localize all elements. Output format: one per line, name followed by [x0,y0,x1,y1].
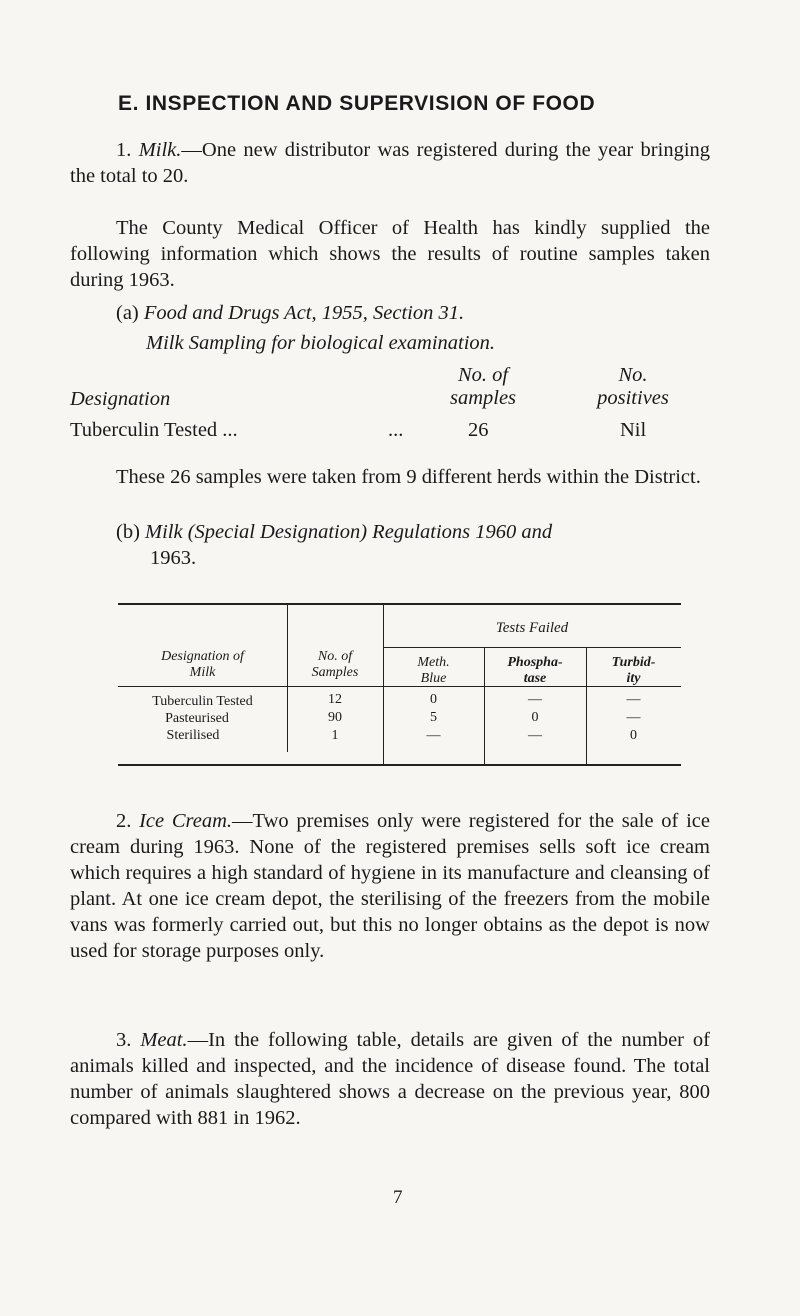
page-number: 7 [393,1187,403,1208]
section-a-subtitle: Milk Sampling for biological examination. [146,332,496,354]
milk-title: Milk. [138,139,182,161]
tests-failed-rule [383,647,681,648]
table-row-designation: Pasteurised [165,711,229,726]
table-a-row-positives: Nil [620,419,647,441]
header-turbidity: Turbid- ity [611,655,656,686]
tests-failed-table [118,603,681,766]
table-row-meth: 0 [430,692,437,707]
header-designation: Designation of Milk [161,649,244,680]
table-a-row-samples: 26 [468,419,489,441]
section-a-heading: (a) Food and Drugs Act, 1955, Section 31. [116,302,465,324]
table-row-meth: 5 [430,710,437,725]
table-row-phos: — [528,728,542,743]
table-row-phos: — [528,692,542,707]
table-row-turb: — [626,692,641,707]
milk-number: 1. [116,139,132,161]
herds-paragraph: These 26 samples were taken from 9 different herds within the District. [116,466,701,488]
table-a-row-designation: Tuberculin Tested ... [70,419,238,441]
table-row-meth: — [426,728,441,743]
header-tests-failed: Tests Failed [495,620,569,636]
header-phosphatase: Phospha- tase [507,655,563,686]
milk-info-paragraph: The County Medical Officer of Health has kindly supplied the following information which shows the results of routine samples taken during 1963. [70,217,710,291]
positives-column-header: No. positives [597,364,669,409]
section-heading: E. INSPECTION AND SUPERVISION OF FOOD [118,92,596,115]
table-top-rule [118,603,681,605]
table-row-designation: Sterilised [166,728,220,743]
samples-column-header: No. of samples [449,364,517,409]
table-row-samples: 12 [328,692,342,707]
section-b-heading: (b) Milk (Special Designation) Regulations 1960 and [116,521,553,543]
table-a-row-dots: ... [388,419,404,441]
designation-column-header: Designation [70,388,171,410]
table-bottom-rule [118,764,681,766]
milk-text: —One new distributor was registered during the year bringing the total to 20. [70,139,711,187]
header-samples: No. of Samples [311,649,359,680]
table-row-turb: — [626,710,641,725]
section-b-year: 1963. [150,547,197,569]
table-row-samples: 90 [328,710,342,725]
header-meth-blue: Meth. Blue [417,655,450,686]
table-row-phos: 0 [531,710,539,725]
ice-cream-paragraph: 2. Ice Cream.—Two premises only were registered for the sale of ice cream during 1963. None of the registered premises sells soft ice cream which requires a high standard of hygiene in its manufacture and cleansing of plant. At one ice cream depot, the sterilising of the freezers from the mobile vans was formerly carried out, but this no longer obtains as the depot is now used for storage purposes only. [70,810,710,962]
meat-paragraph: 3. Meat.—In the following table, details are given of the number of animals killed and inspected, and the incidence of disease found. The total number of animals slaughtered shows a decrease on the previous year, 800 compared with 881 in 1962. [70,1029,711,1129]
table-row-designation: Tuberculin Tested [152,694,253,709]
table-row-samples: 1 [331,728,339,743]
milk-paragraph [70,137,710,189]
table-row-turb: 0 [630,728,637,743]
